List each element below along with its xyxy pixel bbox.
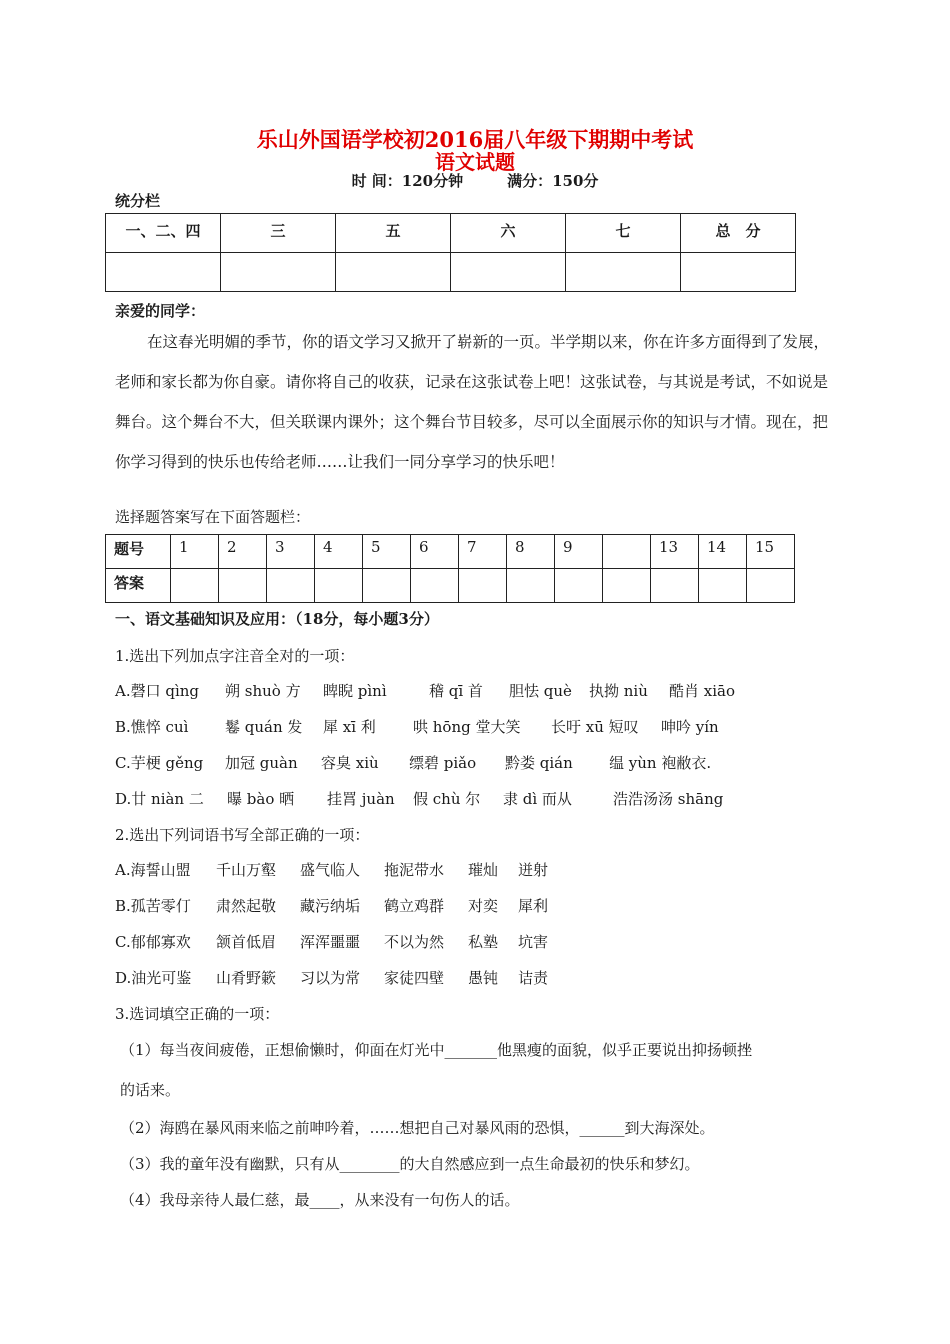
question-number-cell: 9: [555, 535, 603, 569]
answer-cell[interactable]: [219, 569, 267, 603]
answer-table-caption: 选择题答案写在下面答题栏：: [115, 508, 311, 526]
answer-cell[interactable]: [363, 569, 411, 603]
question-number-cell: 5: [363, 535, 411, 569]
answer-row-label: 题号: [106, 535, 171, 569]
score-header-cell: 七: [566, 214, 681, 253]
question-number-cell: 15: [747, 535, 795, 569]
score-header-cell: 三: [221, 214, 336, 253]
answer-cell[interactable]: [507, 569, 555, 603]
question-number-cell: 7: [459, 535, 507, 569]
question-number-cell: 6: [411, 535, 459, 569]
question-3-sentence-1-cont: 的话来。: [120, 1081, 181, 1099]
question-2-stem: 2.选出下列词语书写全部正确的一项：: [115, 826, 370, 844]
score-header-cell: 五: [336, 214, 451, 253]
question-number-cell: 8: [507, 535, 555, 569]
time-label: 时 间：120分钟: [351, 172, 464, 190]
answer-cell[interactable]: [267, 569, 315, 603]
intro-paragraph: 在这春光明媚的季节，你的语文学习又掀开了崭新的一页。半学期以来，你在许多方面得到了发展，老师和家长都为你自豪。请你将自己的收获，记录在这张试卷上吧！这张试卷，与其说是考试，不如说是舞台。这个舞台不大，但关联课内课外；这个舞台节目较多，尽可以全面展示你的知识与才情。现在，把你学习得到的快乐也传给老师……让我们一同分享学习的快乐吧！: [115, 333, 830, 471]
question-2-option-d: D.油光可鉴 山肴野簌 习以为常 家徒四壁 愚钝 诘责: [115, 969, 549, 987]
score-table-caption: 统分栏: [115, 192, 161, 210]
question-1-option-a: A.磬口 qìng 朔 shuò 方 睥睨 pìnì 稽 qī 首 胆怯 què 执拗 niù 酷肖 xiāo: [115, 682, 735, 700]
question-number-cell: 4: [315, 535, 363, 569]
question-number-cell: 13: [651, 535, 699, 569]
answer-cell[interactable]: [459, 569, 507, 603]
answer-cell[interactable]: [651, 569, 699, 603]
answer-cell[interactable]: [603, 569, 651, 603]
question-3-sentence-2: （2）海鸥在暴风雨来临之前呻吟着，……想把自己对暴风雨的恐惧，______到大海深处。: [120, 1119, 715, 1137]
question-1-stem: 1.选出下列加点字注音全对的一项：: [115, 647, 355, 665]
question-3-stem: 3.选词填空正确的一项：: [115, 1005, 280, 1023]
question-2-option-c: C.郁郁寡欢 颔首低眉 浑浑噩噩 不以为然 私塾 坑害: [115, 933, 549, 951]
answer-row-label: 答案: [106, 569, 171, 603]
question-number-cell: 2: [219, 535, 267, 569]
question-number-cell: 14: [699, 535, 747, 569]
score-blank-cell[interactable]: [336, 253, 451, 292]
exam-title: 乐山外国语学校初2016届八年级下期期中考试: [256, 127, 694, 152]
question-number-cell: 3: [267, 535, 315, 569]
section-heading: 一、语文基础知识及应用：（18分，每小题3分）: [115, 610, 439, 628]
score-table-header-row: [106, 214, 796, 253]
question-1-option-d: D.廿 niàn 二 曝 bào 晒 挂罥 juàn 假 chù 尔 隶 dì 而从 浩浩汤汤 shāng: [115, 790, 724, 808]
score-blank-cell[interactable]: [221, 253, 336, 292]
answer-cell[interactable]: [699, 569, 747, 603]
question-3-sentence-1: （1）每当夜间疲倦，正想偷懒时，仰面在灯光中_______他黑瘦的面貌，似乎正要说出抑扬顿挫: [120, 1041, 753, 1059]
exam-meta: [0, 170, 950, 191]
score-header-cell: 六: [451, 214, 566, 253]
answer-cell[interactable]: [315, 569, 363, 603]
greeting: 亲爱的同学：: [115, 302, 206, 320]
question-1-option-b: B.憔悴 cuì 鬈 quán 发 犀 xī 利 哄 hōng 堂大笑 长吁 xū 短叹 呻吟 yín: [115, 718, 719, 736]
score-header-cell: 一、二、四: [106, 214, 221, 253]
score-table: [105, 213, 796, 292]
answer-cell[interactable]: [555, 569, 603, 603]
answer-row: [106, 569, 795, 603]
full-score-label: 满分：150分: [507, 172, 599, 190]
score-blank-cell[interactable]: [106, 253, 221, 292]
answer-table: [105, 534, 795, 603]
question-3-sentence-3: （3）我的童年没有幽默，只有从________的大自然感应到一点生命最初的快乐和梦幻。: [120, 1155, 700, 1173]
question-3-sentence-4: （4）我母亲待人最仁慈，最____，从来没有一句伤人的话。: [120, 1191, 520, 1209]
answer-cell[interactable]: [411, 569, 459, 603]
answer-cell[interactable]: [171, 569, 219, 603]
question-2-option-b: B.孤苦零仃 肃然起敬 藏污纳垢 鹤立鸡群 对奕 犀利: [115, 897, 549, 915]
score-blank-cell[interactable]: [681, 253, 796, 292]
question-number-cell: 1: [171, 535, 219, 569]
answer-cell[interactable]: [747, 569, 795, 603]
question-2-option-a: A.海誓山盟 千山万壑 盛气临人 拖泥带水 璀灿 迸射: [115, 861, 549, 879]
score-blank-cell[interactable]: [566, 253, 681, 292]
score-header-cell: 总 分: [681, 214, 796, 253]
question-number-cell: [603, 535, 651, 569]
score-table-blank-row: [106, 253, 796, 292]
question-1-option-c: C.芋梗 gěng 加冠 guàn 容臭 xiù 缥碧 piǎo 黔娄 qián 缊 yùn 袍敝衣.: [115, 754, 712, 772]
exam-subject-title: 语文试题: [435, 150, 515, 174]
answer-number-row: [106, 535, 795, 569]
score-blank-cell[interactable]: [451, 253, 566, 292]
